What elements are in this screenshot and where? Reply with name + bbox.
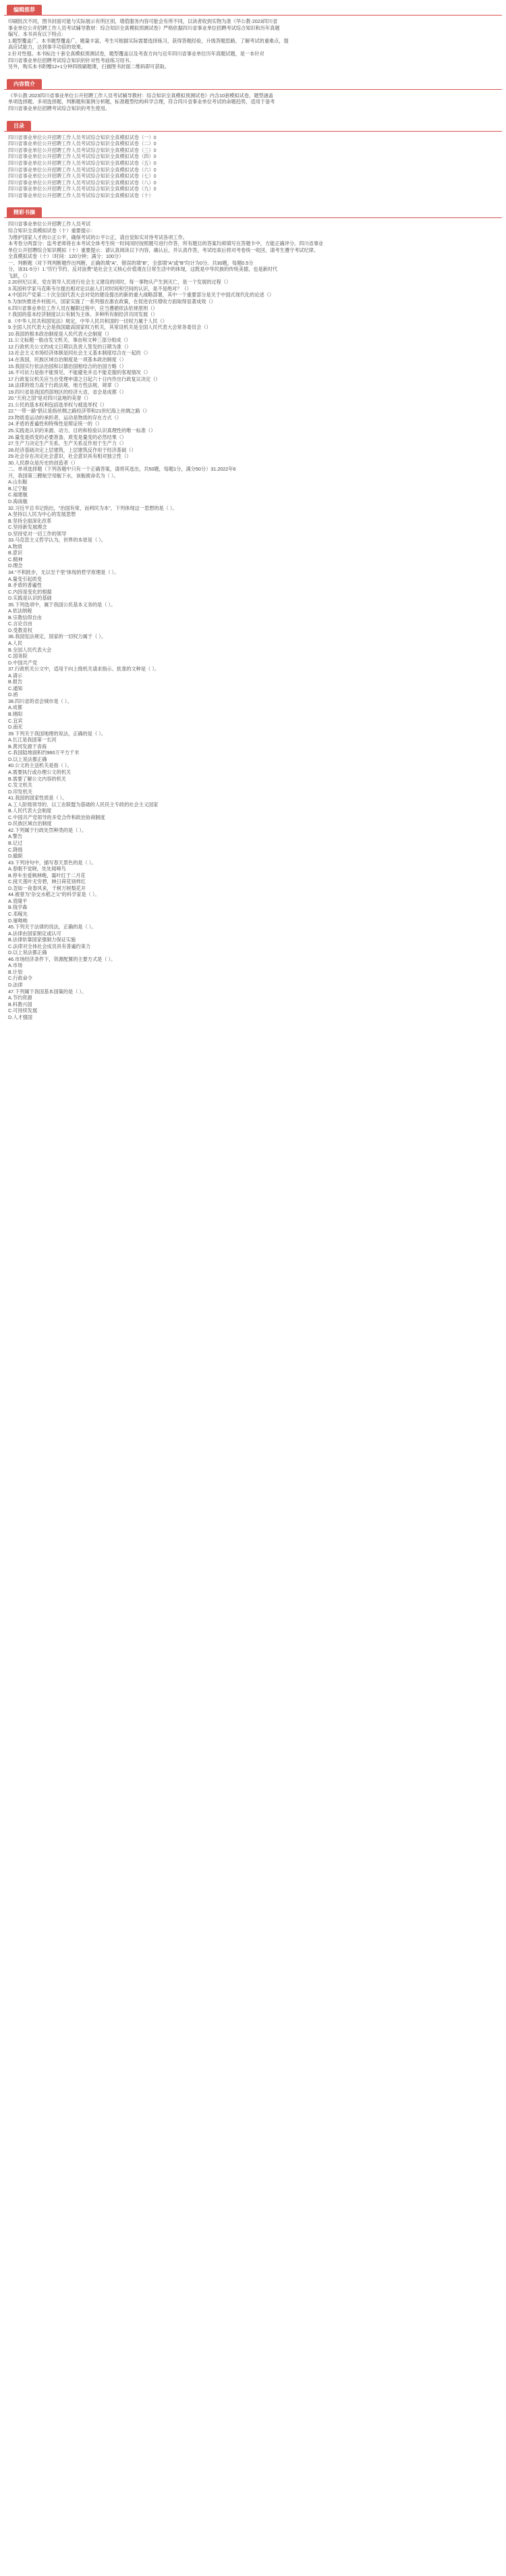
text-line: 四川省事业单位公开招聘工作人员考试综合知识全真模拟试卷（四）0 <box>8 153 157 160</box>
text-line: 高应试能力，达到事半功倍的效果。 <box>8 44 86 51</box>
text-line: 四川省事业单位公开招聘工作人员考试综合知识全真模拟试卷（九）0 <box>8 186 157 192</box>
text-line: C.邓稼先 <box>8 910 28 917</box>
text-line: D.印发机关 <box>8 788 32 795</box>
text-line: 4.中国共产党第二十次全国代表大会对党的建设提出的新的重大战略部署，其中一个重要部分是关于中国式现代化的论述（） <box>8 292 275 298</box>
section-header <box>4 77 502 90</box>
text-line: C.精神 <box>8 556 23 562</box>
text-line: D.屠呦呦 <box>8 917 28 924</box>
text-line: C.我国陆地面积约960万平方千米 <box>8 750 80 756</box>
text-line: 19.四川省是我国西部地区的经济大省，省会是成都（） <box>8 388 127 395</box>
text-line: 全真模拟试卷（十）（时间：120分钟；满分：100分） <box>8 253 124 260</box>
text-line: 43.下列诗句中，描写春天景色的是（ ）。 <box>8 859 96 866</box>
text-line: D.人才强国 <box>8 1014 32 1020</box>
section-tag: 目录 <box>7 121 31 131</box>
text-line: 47.下列属于我国基本国策的是（ ）。 <box>8 988 87 995</box>
text-line: 单项选择题、多项选择题、判断题和案例分析题，标准题型结构科学合理，符合四川省事业单位考试的命题趋势，适用于备考 <box>8 99 275 105</box>
text-line: A.成都 <box>8 704 23 711</box>
text-line: 37.行政机关公文中，适用于向上级机关请求指示、批准的文种是（ ）。 <box>8 666 160 673</box>
text-line: B.科教兴国 <box>8 1001 32 1007</box>
text-line: 四川省事业单位公开招聘工作人员考试综合知识全真模拟试卷（一）0 <box>8 134 157 140</box>
text-line: C.中国共产党领导的多党合作和政治协商制度 <box>8 814 105 820</box>
text-line: C.法律对全体社会成员具有普遍约束力 <box>8 943 91 949</box>
text-line: A.人民 <box>8 640 23 647</box>
text-line: C.接天莲叶无穷碧，映日荷花别样红 <box>8 878 86 885</box>
text-line: D.受教育权 <box>8 627 32 633</box>
text-line: A.节约资源 <box>8 995 32 1001</box>
text-line: 36.我国宪法规定，国家的一切权力属于（ ）。 <box>8 633 106 640</box>
section-tag: 内容简介 <box>7 79 42 89</box>
text-line: B.坚持全面深化改革 <box>8 517 52 524</box>
text-line: C.福建舰 <box>8 492 28 498</box>
text-line: 10.我国的根本政治制度是人民代表大会制度（） <box>8 330 112 337</box>
text-line: D.撤职 <box>8 853 23 860</box>
text-line: 46.市场经济条件下，资源配置的主要方式是（ ）。 <box>8 955 116 962</box>
text-line: 2.针对性强。本书标注十套全真模拟预测试卷，题型覆盖以及考查方向与近年四川省事业单位历年真题试题，是一本针对 <box>8 50 264 57</box>
section-tag: 精彩书摘 <box>7 207 42 217</box>
text-line: A.需要执行或办理公文的机关 <box>8 768 72 775</box>
text-line: 14.在我国，民族区域自治制度是一项基本政治制度（） <box>8 356 127 363</box>
text-line: 45.下列关于法律的说法，正确的是（ ）。 <box>8 924 96 930</box>
text-line: B.辽宁舰 <box>8 485 28 492</box>
text-line: 四川省事业单位招聘考试综合知识的针对性考前练习用书。 <box>8 57 134 63</box>
text-line: 25.实践是认识的来源、动力、目的和检验认识真理性的唯一标准（） <box>8 427 156 433</box>
text-line: 20."天府之国"是对四川盆地的美誉（） <box>8 395 91 402</box>
text-line: A.长江是我国第一长河 <box>8 737 57 743</box>
text-line: C.坚持新发展理念 <box>8 524 47 531</box>
text-line: 四川省事业单位公开招聘工作人员考试综合知识全真模拟试卷（八）0 <box>8 179 157 186</box>
text-line: C.言论自由 <box>8 621 32 627</box>
text-line: 13.社会主义市场经济体制是同社会主义基本制度结合在一起的（） <box>8 350 151 357</box>
text-line: 6.四川省事业单位工作人员在履职过程中，应当遵循依法依规原则（） <box>8 305 158 311</box>
text-line: 30.人民群众是历史的创造者（） <box>8 459 78 466</box>
text-line: B.需要了解公文内容的机关 <box>8 775 66 782</box>
text-line: 3.英国科学家马克斯韦尔提出相对论以前人们对时间和空间的认识，是不是绝对？（） <box>8 285 192 292</box>
text-line: B.钱学森 <box>8 904 28 911</box>
text-line: D.理念 <box>8 562 23 569</box>
text-line: A.量变引起质变 <box>8 575 42 582</box>
section-header <box>4 3 502 16</box>
text-line: 编写。本书具有以下特点： <box>8 31 67 38</box>
text-line: D.海南舰 <box>8 498 28 504</box>
text-line: 35.下列选项中，属于我国公民基本义务的是（ ）。 <box>8 601 116 608</box>
text-line: 42.下列属于行政处罚种类的是（ ）。 <box>8 826 87 833</box>
text-line: B.计划 <box>8 968 23 975</box>
text-line: 27.生产力决定生产关系，生产关系反作用于生产力（） <box>8 440 127 447</box>
text-line: C.行政命令 <box>8 975 32 982</box>
text-line: A.市场 <box>8 962 23 969</box>
text-line: 5.为加快推进乡村振兴，国家实施了一系列强农惠农政策，在促进农民增收方面取得显著成效（） <box>8 298 216 305</box>
text-line: 32.习近平总书记指出，"治国有常，而利民为本"，下列体现这一思想的是（ ）。 <box>8 504 177 511</box>
text-line: C.内因是变化的根据 <box>8 588 52 595</box>
text-line: A.袁隆平 <box>8 897 28 904</box>
text-line: 本考卷分两部分：监考老师将在本考试全体考生统一时间同时按照题号进行作答，所有题目的答案均须填写在答题卡中，方能正确评分。四川省事业 <box>8 240 324 247</box>
text-line: 一、判断题（对下列判断题作出判断，正确的填"A"，错误的填"B"，全部填"A"或"B"均计为0分。共30题，每题0.5分 <box>8 259 254 266</box>
text-line: 四川省事业单位招聘考试综合知识的考生使用。 <box>8 105 110 111</box>
section-body <box>4 218 502 1024</box>
text-line: 二、单项选择题（下列各题中只有一个正确答案，请将其选出，共50题，每题1分，满分50分）31.2022年6 <box>8 466 236 473</box>
text-line: 四川省事业单位公开招聘工作人员考试 <box>8 221 91 228</box>
text-line: B.报告 <box>8 679 23 685</box>
text-line: 2.20世纪以来，党在领导人民进行社会主义建设的同时，每一事物从产生到灭亡，是一个发展的过程（） <box>8 279 231 286</box>
content-summary-section <box>0 77 506 116</box>
section-tag: 编辑推荐 <box>7 5 42 15</box>
text-line: 18.法律的效力高于行政法规、地方性法规、规章（） <box>8 382 122 389</box>
text-line: 33.马克思主义哲学认为，世界的本原是（ ）。 <box>8 537 106 544</box>
text-line: 印刷批次不同，图书封面可能与实际展示有所区别，增值服务内容可能会有所不同，以读者收到实物为准《华公教·2023四川省 <box>8 18 278 24</box>
text-line: 单位公开招聘综合知识模拟（十）重要提示：请认真阅读以下内容，确认后，并认真作答，考试结束后将对考卷统一收回，请考生遵守考试纪律。 <box>8 246 319 253</box>
text-line: C.可持续发展 <box>8 1007 38 1014</box>
section-header <box>4 119 502 132</box>
text-line: B.黄河发源于青海 <box>8 743 47 750</box>
text-line: 41.我国的国家性质是（ ）。 <box>8 795 67 801</box>
text-line: 四川省事业单位公开招聘工作人员考试综合知识全真模拟试卷（六）0 <box>8 166 157 173</box>
text-line: 39.下列关于我国地理的说法，正确的是（ ）。 <box>8 730 106 737</box>
text-line: 7.我国的基本经济制度以公有制为主体、多种所有制经济共同发展（） <box>8 311 158 318</box>
excerpt-section <box>0 205 506 1024</box>
text-line: A.物质 <box>8 543 23 550</box>
text-line: 29.社会存在决定社会意识，社会意识具有相对独立性（） <box>8 453 132 460</box>
text-line: D.中国共产党 <box>8 659 38 666</box>
text-line: 《华公教·2023四川省事业单位公开招聘工作人员考试辅导教材：综合知识全真模拟预测试卷》内含10套模拟试卷，题型涵盖 <box>8 92 273 99</box>
text-line: 44.被誉为"杂交水稻之父"的科学家是（ ）。 <box>8 891 100 898</box>
text-line: C.降级 <box>8 846 23 853</box>
text-line: A.工人阶级领导的、以工农联盟为基础的人民民主专政的社会主义国家 <box>8 801 159 808</box>
text-line: D.函 <box>8 691 18 698</box>
text-line: 月，我国第三艘航空母舰下水，该舰被命名为（ ）。 <box>8 472 119 479</box>
text-line: 8.《中华人民共和国宪法》规定，中华人民共和国的一切权力属于人民（） <box>8 317 167 324</box>
section-body <box>4 132 502 203</box>
text-line: D.坚持党对一切工作的领导 <box>8 530 67 537</box>
text-line: B.法律依靠国家强制力保证实施 <box>8 937 76 943</box>
text-line: 38.四川省的省会城市是（ ）。 <box>8 698 72 704</box>
text-line: 飞跃。（） <box>8 272 30 279</box>
text-line: 17.行政复议机关应当自受理申请之日起六十日内作出行政复议决定（） <box>8 375 161 382</box>
text-line: 40.公文的主送机关是指（ ）。 <box>8 762 72 769</box>
text-line: C.国务院 <box>8 653 28 660</box>
text-line: 事业单位公开招聘工作人员考试辅导教材：综合知识全真模拟预测试卷》严格依据四川省事业单位招聘考试综合知识和历年真题 <box>8 24 280 31</box>
text-line: 另外，购买本书附赠12+1分钟四级刷题课，扫描图书封面二维码即可获取。 <box>8 63 170 70</box>
text-line: 23.物质是运动的承担者，运动是物质的存在方式（） <box>8 414 122 421</box>
text-line: C.通知 <box>8 685 23 691</box>
text-line: A.山东舰 <box>8 479 28 485</box>
text-line: D.以上说法都正确 <box>8 949 47 956</box>
section-body <box>4 16 502 74</box>
text-line: 22."一带一路"倡议是指丝绸之路经济带和21世纪海上丝绸之路（） <box>8 408 150 415</box>
text-line: 为维护国家人才的公正公平，确保考试的公平公正，请自觉如实对待考试各项工作。 <box>8 234 188 240</box>
text-line: 四川省事业单位公开招聘工作人员考试综合知识全真模拟试卷（十） <box>8 192 154 199</box>
text-line: 四川省事业单位公开招聘工作人员考试综合知识全真模拟试卷（五）0 <box>8 159 157 166</box>
text-line: D.以上说法都正确 <box>8 756 47 762</box>
text-line: 26.量变是质变的必要准备，质变是量变的必然结果（） <box>8 433 127 440</box>
text-line: 分，该31-5分）1."厉行节约、反对浪费"是社会主义核心价值观在日常生活中的体现，这既是中华民族的传统美德，也是新时代 <box>8 266 278 273</box>
text-line: A.依法纳税 <box>8 608 32 614</box>
text-line: A.请示 <box>8 672 23 679</box>
text-line: B.意识 <box>8 550 23 556</box>
text-line: B.绵阳 <box>8 711 23 718</box>
text-line: D.实践是认识的基础 <box>8 595 52 602</box>
section-header <box>4 205 502 218</box>
text-line: B.宗教信仰自由 <box>8 614 42 621</box>
text-line: 16.不可抗力是指不能预见、不能避免并且不能克服的客观情况（） <box>8 369 151 376</box>
text-line: 15.我国实行依法治国和以德治国相结合的治国方略（） <box>8 363 127 369</box>
text-line: A.春眠不觉晓，处处闻啼鸟 <box>8 866 66 872</box>
text-line: B.矛盾的普遍性 <box>8 582 42 589</box>
text-line: D.法律 <box>8 982 23 988</box>
text-line: 28.经济基础决定上层建筑，上层建筑反作用于经济基础（） <box>8 446 136 453</box>
table-of-contents-section <box>0 119 506 203</box>
text-line: B.停车坐爱枫林晚，霜叶红于二月花 <box>8 872 86 878</box>
text-line: A.法律由国家制定或认可 <box>8 930 61 937</box>
text-line: 四川省事业单位公开招聘工作人员考试综合知识全真模拟试卷（七）0 <box>8 173 157 180</box>
text-line: A.警告 <box>8 833 23 840</box>
text-line: C.宜宾 <box>8 717 23 724</box>
text-line: B.人民代表大会制度 <box>8 808 52 814</box>
text-line: C.发文机关 <box>8 782 32 789</box>
text-line: B.全国人民代表大会 <box>8 646 52 653</box>
text-line: 四川省事业单位公开招聘工作人员考试综合知识全真模拟试卷（二）0 <box>8 140 157 147</box>
text-line: 24.矛盾的普遍性和特殊性是辩证统一的（） <box>8 421 103 427</box>
text-line: A.坚持以人民为中心的发展思想 <box>8 511 76 518</box>
text-line: D.忽如一夜春风来，千树万树梨花开 <box>8 885 86 891</box>
text-line: 综合知识全真模拟试卷（十）重要提示： <box>8 228 96 234</box>
text-line: D.民族区域自治制度 <box>8 820 52 827</box>
text-line: 12.行政机关公文的成文日期以负责人签发的日期为准（） <box>8 343 132 350</box>
text-line: 11.公文标题一般由发文机关、事由和文种三部分组成（） <box>8 337 131 344</box>
text-line: 1.题型覆盖广。本书题型覆盖广，题量丰富，考生可根据实际需要选择练习，获得答题经验，升级答题思路，了解考试的重难点，提 <box>8 37 289 44</box>
text-line: 9.全国人民代表大会是我国最高国家权力机关，其常设机关是全国人民代表大会常务委员会（） <box>8 324 211 331</box>
section-body <box>4 90 502 116</box>
text-line: D.南充 <box>8 724 23 731</box>
text-line: 21.公民的基本权利包括选举权与被选举权（） <box>8 401 107 408</box>
editor-recommendation-section <box>0 3 506 74</box>
text-line: 34."不积跬步，无以至千里"体现的哲学原理是（ ）。 <box>8 569 119 575</box>
text-line: 四川省事业单位公开招聘工作人员考试综合知识全真模拟试卷（三）0 <box>8 147 157 153</box>
text-line: B.记过 <box>8 839 23 846</box>
